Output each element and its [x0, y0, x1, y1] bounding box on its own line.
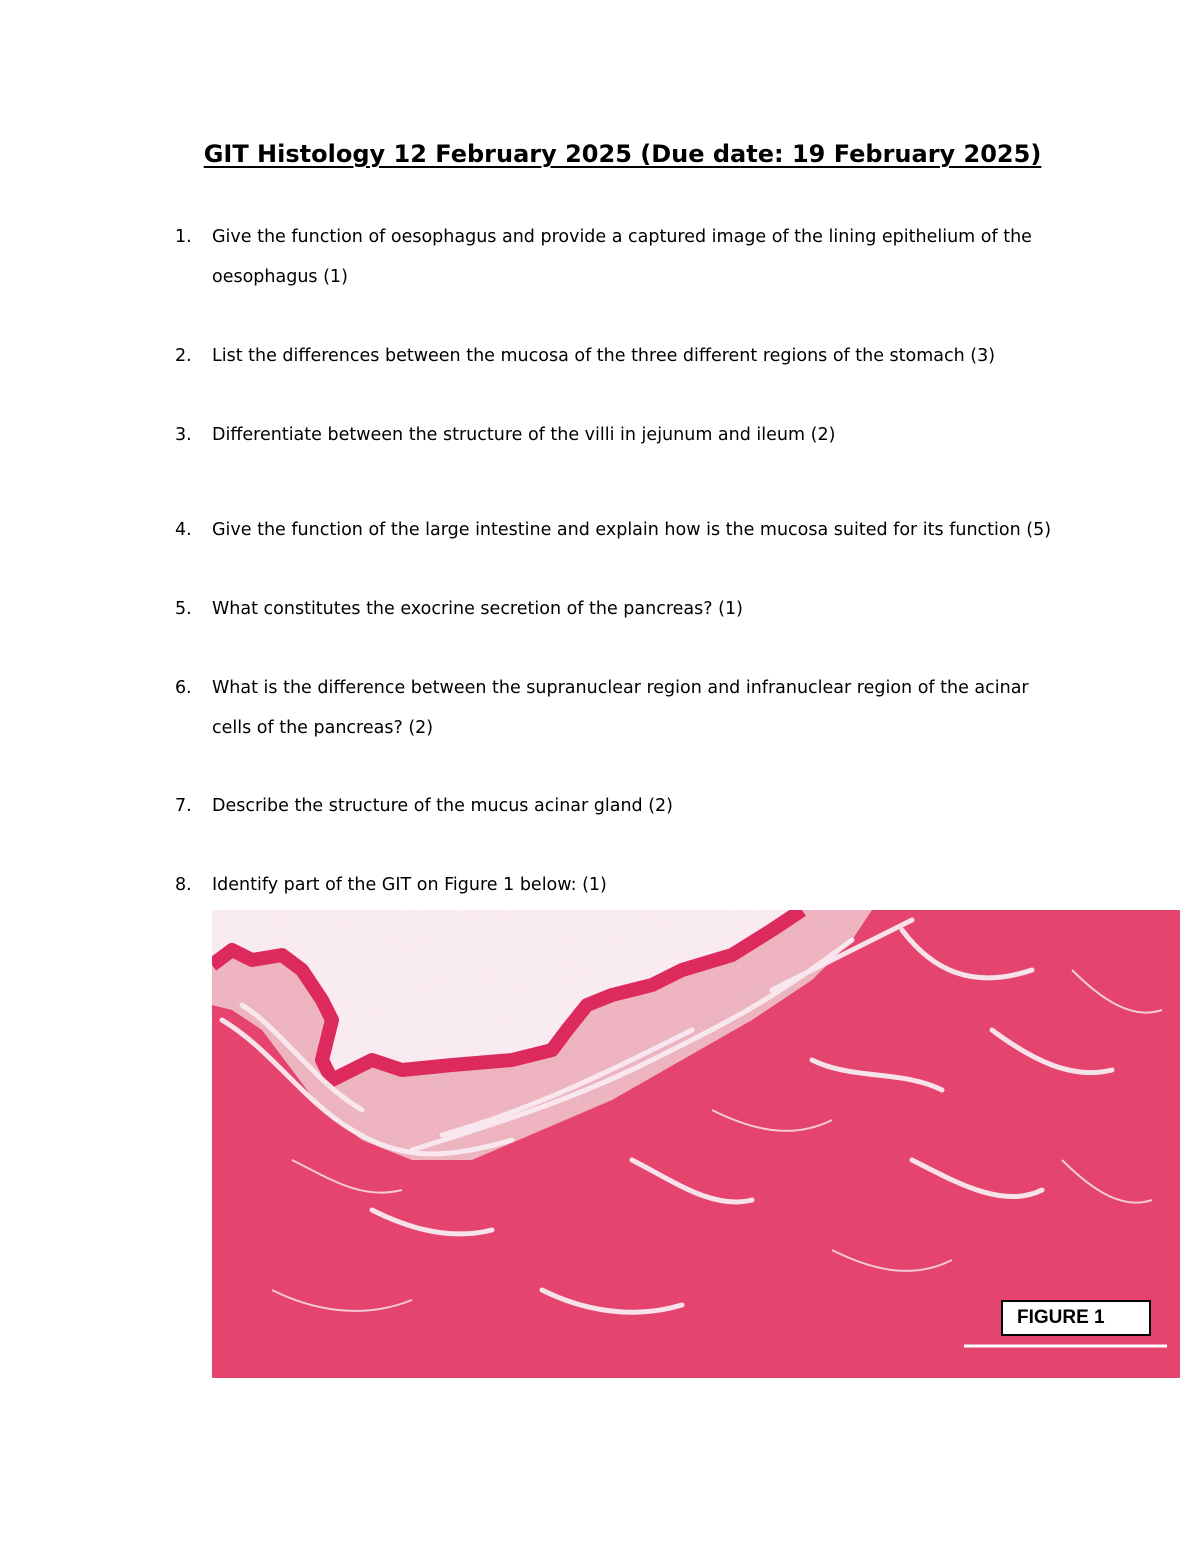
question-number: 3.: [175, 425, 192, 445]
figure-label: FIGURE 1: [1001, 1300, 1151, 1336]
question-number: 8.: [175, 875, 192, 895]
question-number: 5.: [175, 599, 192, 619]
question-text: Give the function of the large intestine and explain how is the mucosa suited for its function (5): [212, 520, 1052, 540]
question-text: Differentiate between the structure of the villi in jejunum and ileum (2): [212, 425, 836, 445]
question-text: Identify part of the GIT on Figure 1 below: (1): [212, 875, 607, 895]
question-number: 4.: [175, 520, 192, 540]
question-6: [175, 668, 1055, 748]
question-number: 6.: [175, 678, 192, 698]
question-1: [175, 217, 1055, 297]
question-5: [175, 589, 1055, 629]
question-text: What constitutes the exocrine secretion of the pancreas? (1): [212, 599, 743, 619]
question-2: [175, 336, 1055, 376]
question-8: [175, 865, 1055, 905]
question-4: [175, 510, 1075, 550]
question-3: [175, 415, 1055, 455]
question-number: 2.: [175, 346, 192, 366]
question-7: [175, 786, 1055, 826]
question-text: Describe the structure of the mucus acinar gland (2): [212, 796, 674, 816]
question-text: Give the function of oesophagus and provide a captured image of the lining epithelium of the oesophagus (1): [212, 227, 1032, 287]
question-text: What is the difference between the supranuclear region and infranuclear region of the acinar cells of the pancreas? (2): [212, 678, 1029, 738]
question-number: 7.: [175, 796, 192, 816]
question-text: List the differences between the mucosa of the three different regions of the stomach (3): [212, 346, 996, 366]
question-number: 1.: [175, 227, 192, 247]
page-title: GIT Histology 12 February 2025 (Due date: 19 February 2025): [203, 140, 1042, 168]
histology-figure: [212, 910, 1180, 1378]
